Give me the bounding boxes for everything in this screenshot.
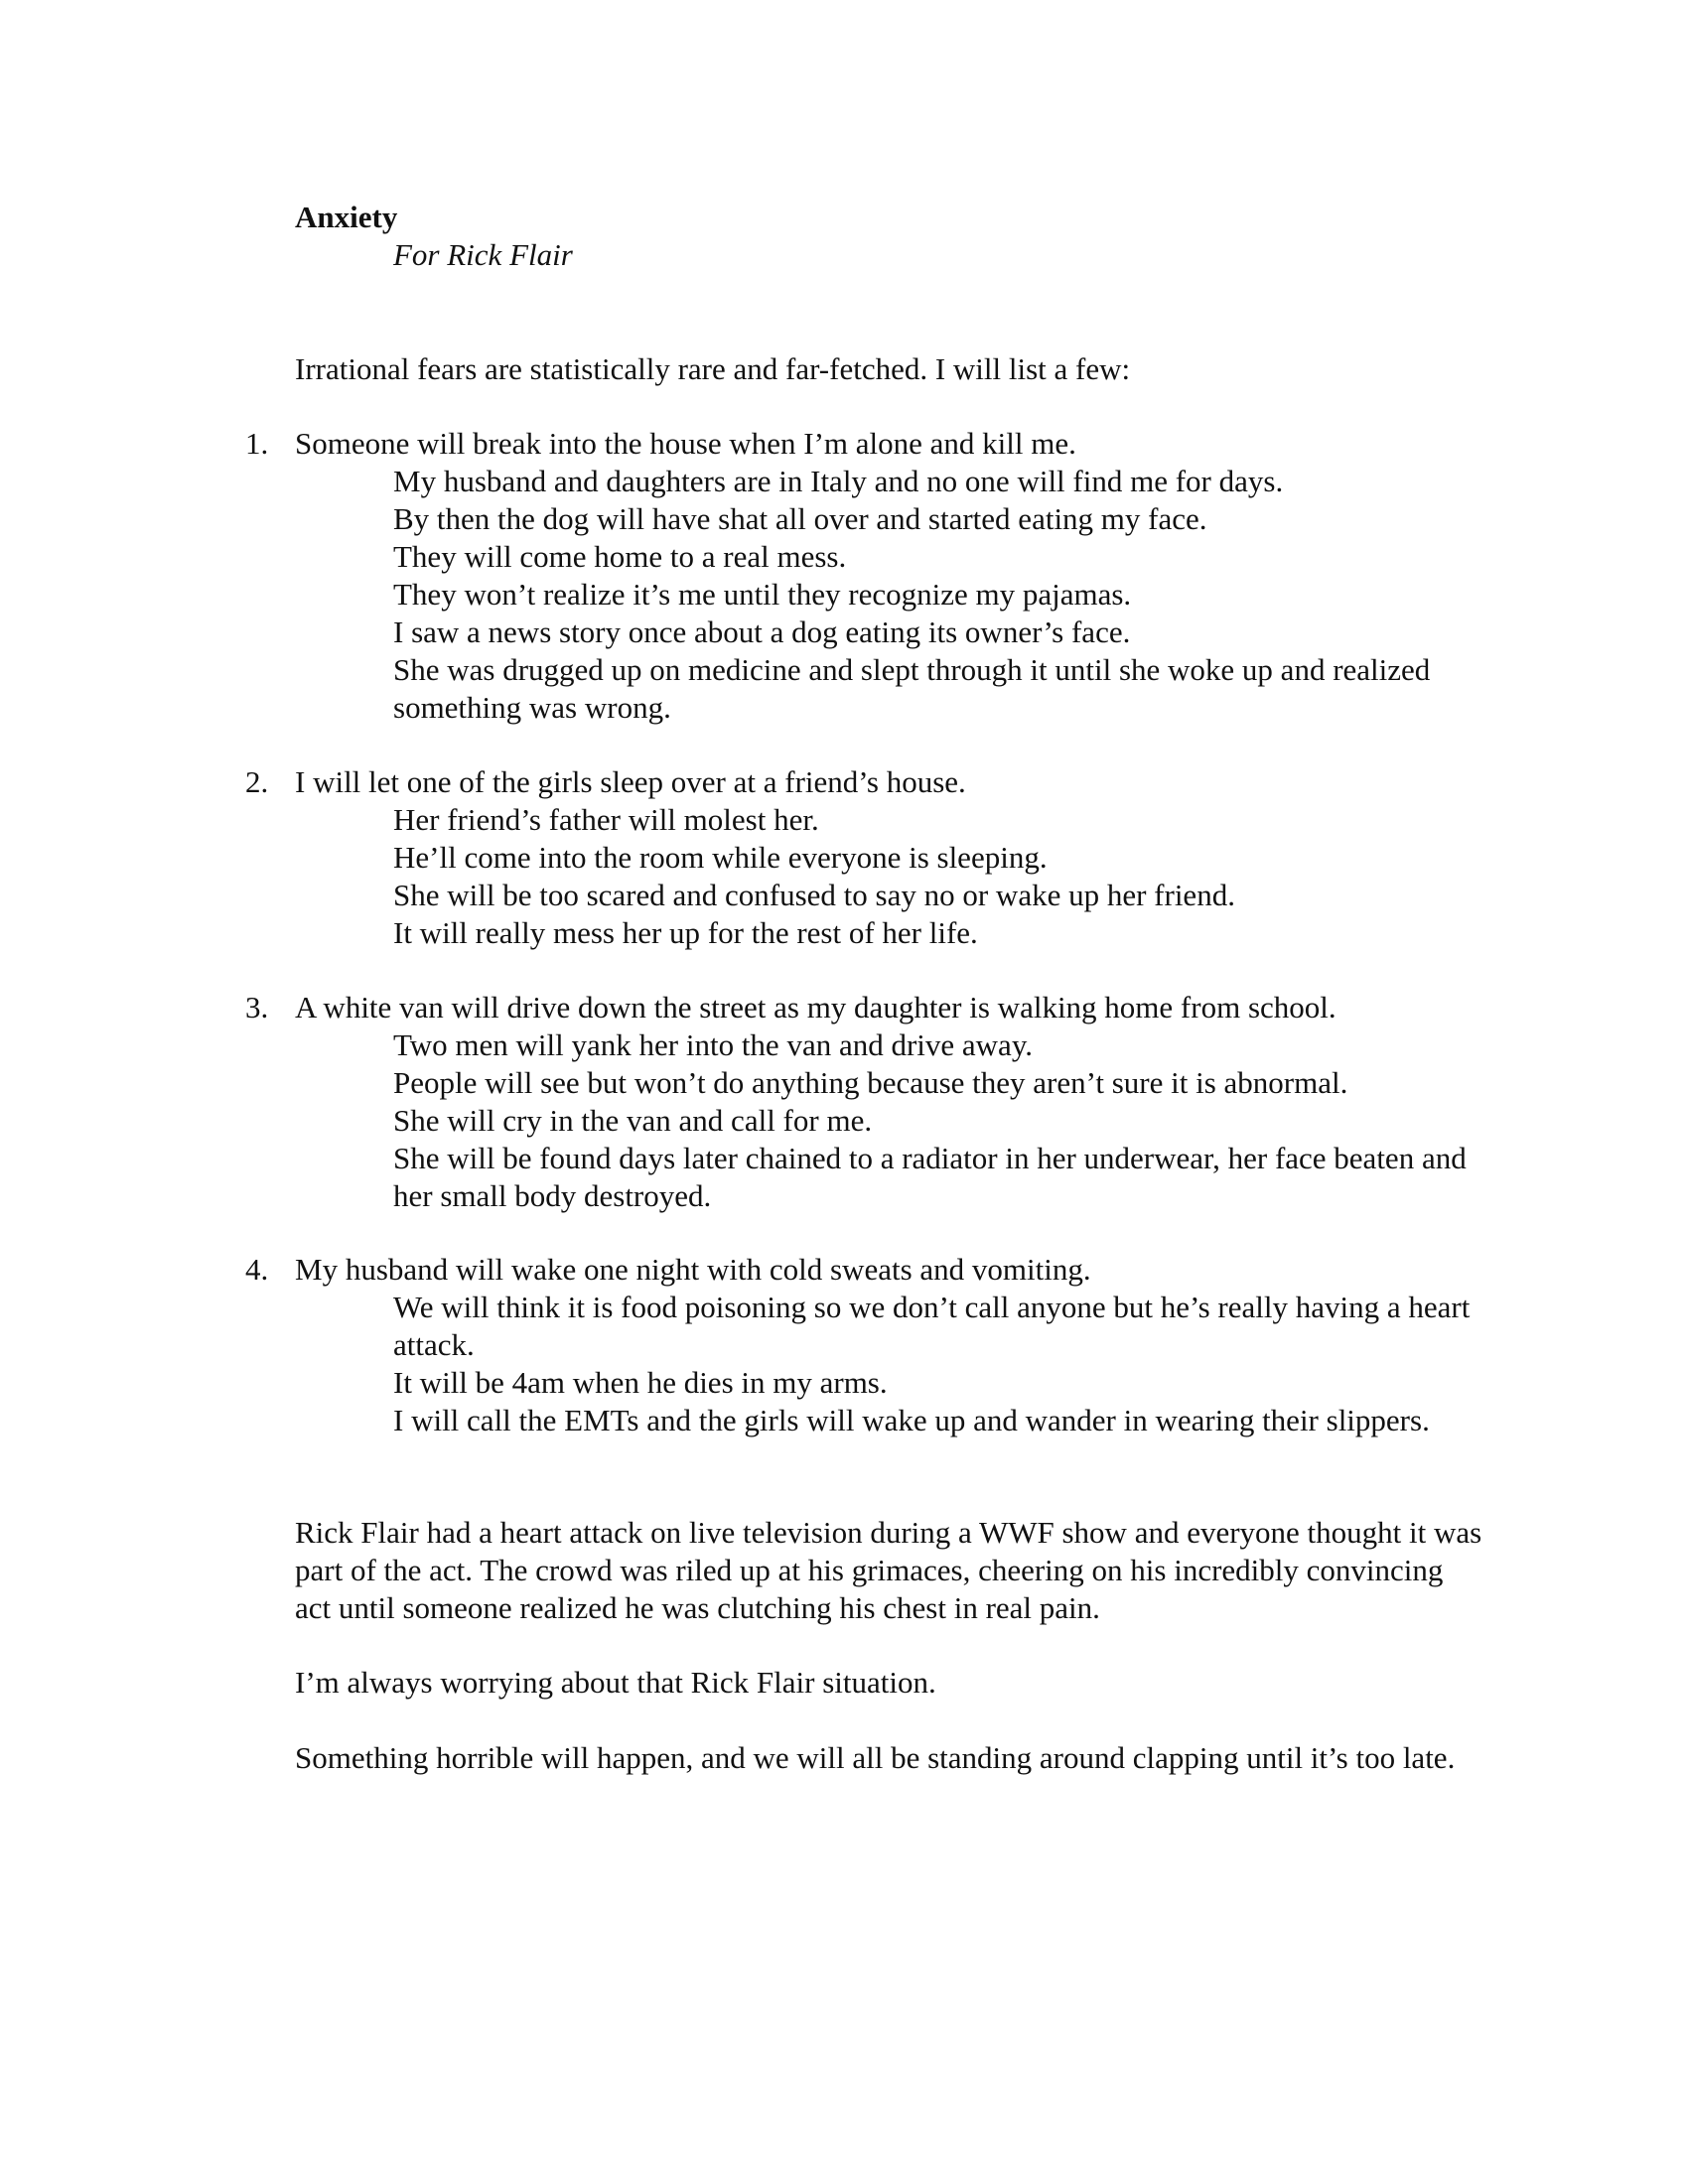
poem-title: Anxiety [295,200,398,234]
list-number: 1. [245,426,269,461]
detail-line: He’ll come into the room while everyone is sleeping. [393,840,1048,875]
detail-line: She was drugged up on medicine and slept through it until she woke up and realized something was wrong. [393,652,1431,725]
detail-line: She will cry in the van and call for me. [393,1103,873,1138]
detail-line: She will be too scared and confused to say no or wake up her friend. [393,878,1235,912]
list-number: 2. [245,764,269,799]
detail-line: I saw a news story once about a dog eating its owner’s face. [393,614,1131,649]
fear-lead: Someone will break into the house when I’m alone and kill me. [295,426,1076,461]
detail-line: It will really mess her up for the rest of her life. [393,915,978,950]
detail-line: They won’t realize it’s me until they recognize my pajamas. [393,577,1132,612]
detail-line: People will see but won’t do anything because they aren’t sure it is abnormal. [393,1065,1348,1100]
fear-details [393,1026,1476,1215]
fear-details [393,801,1476,952]
detail-line: By then the dog will have shat all over and started eating my face. [393,501,1207,536]
detail-line: It will be 4am when he dies in my arms. [393,1365,888,1400]
detail-line: Her friend’s father will molest her. [393,802,819,837]
fear-lead: I will let one of the girls sleep over at a friend’s house. [295,764,966,799]
fear-details [393,463,1476,727]
list-number: 3. [245,990,269,1024]
detail-line: They will come home to a real mess. [393,539,847,574]
poem-dedication: For Rick Flair [393,237,573,272]
detail-line: She will be found days later chained to a radiator in her underwear, her face beaten and her small body destroyed. [393,1141,1467,1213]
closing-paragraph-2: I’m always worrying about that Rick Flair situation. [295,1665,936,1700]
detail-line: My husband and daughters are in Italy and no one will find me for days. [393,464,1284,498]
fear-lead: A white van will drive down the street as my daughter is walking home from school. [295,990,1336,1024]
detail-line: We will think it is food poisoning so we don’t call anyone but he’s really having a heart attack. [393,1290,1471,1362]
list-number: 4. [245,1252,269,1287]
detail-line: Two men will yank her into the van and drive away. [393,1027,1034,1062]
closing-paragraph-1: Rick Flair had a heart attack on live television during a WWF show and everyone thought it was part of the act. The crowd was riled up at his grimaces, cheering on his incredibly convincing act until someone realized he was clutching his chest in real pain. [295,1515,1482,1625]
closing-paragraph-3: Something horrible will happen, and we will all be standing around clapping until it’s too late. [295,1740,1456,1775]
detail-line: I will call the EMTs and the girls will wake up and wander in wearing their slippers. [393,1403,1430,1437]
fear-lead: My husband will wake one night with cold sweats and vomiting. [295,1252,1091,1287]
intro-paragraph: Irrational fears are statistically rare and far-fetched. I will list a few: [295,351,1131,386]
fear-details [393,1289,1476,1439]
